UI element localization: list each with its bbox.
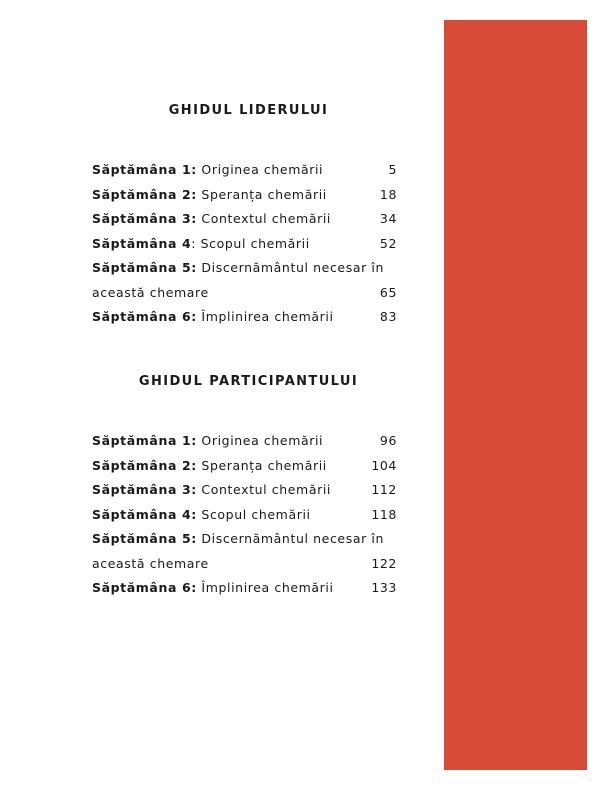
entry-title: Contextul chemării [201,211,331,226]
toc-entry[interactable] [92,527,397,552]
page-number: 133 [371,580,397,595]
week-label: Săptămâna 2: [92,186,197,202]
decorative-red-band [444,20,587,770]
page-number: 122 [371,555,397,571]
toc-entry[interactable] [92,232,397,257]
page-number: 65 [379,284,397,300]
toc-entry-continuation[interactable] [92,552,397,577]
week-label: Săptămâna 3: [92,482,197,497]
page-number: 52 [379,235,397,251]
entry-title: : Scopul chemării [191,235,310,251]
entry-title: Speranța chemării [201,457,327,473]
toc-list [92,158,397,330]
week-label: Săptămâna 6: [92,580,197,595]
entry-title: Contextul chemării [201,482,331,497]
toc-entry[interactable] [92,158,397,183]
entry-title: Originea chemării [201,433,324,448]
entry-title: Discernământul necesar în [201,531,384,546]
week-label: Săptămâna 4 [92,235,192,251]
toc-entry[interactable] [92,576,397,601]
page-number: 5 [388,162,397,177]
page-number: 96 [379,433,397,448]
toc-entry[interactable] [92,454,397,479]
week-label: Săptămâna 5: [92,531,197,546]
week-label: Săptămâna 1: [92,162,197,177]
entry-title: Scopul chemării [201,506,311,522]
toc-entry[interactable] [92,305,397,330]
toc-entry[interactable] [92,207,397,232]
toc-entry[interactable] [92,256,397,281]
entry-title-continuation: această chemare [92,284,209,300]
week-label: Săptămâna 6: [92,309,197,324]
entry-title: Împlinirea chemării [201,309,334,324]
entry-title: Împlinirea chemării [201,580,334,595]
toc-entry[interactable] [92,429,397,454]
week-label: Săptămâna 2: [92,457,197,473]
toc-entry[interactable] [92,183,397,208]
toc-section-leader-guide [92,101,397,330]
section-title: GHIDUL PARTICIPANTULUI [138,374,359,389]
toc-section-participant-guide [92,372,397,601]
entry-title: Originea chemării [201,162,324,177]
entry-title: Discernământul necesar în [201,260,384,275]
page-number: 34 [379,211,397,226]
section-title: GHIDUL LIDERULUI [168,103,329,118]
page-number: 118 [371,506,397,522]
toc-entry[interactable] [92,503,397,528]
page-number: 18 [379,186,397,202]
entry-title-continuation: această chemare [92,555,209,571]
entry-title: Speranța chemării [201,186,327,202]
page-number: 104 [371,457,397,473]
toc-entry[interactable] [92,478,397,503]
page-number: 83 [379,309,397,324]
week-label: Săptămâna 4: [92,506,197,522]
toc-entry-continuation[interactable] [92,281,397,306]
toc-list [92,429,397,601]
week-label: Săptămâna 5: [92,260,197,275]
page-number: 112 [371,482,397,497]
week-label: Săptămâna 1: [92,433,197,448]
week-label: Săptămâna 3: [92,211,197,226]
